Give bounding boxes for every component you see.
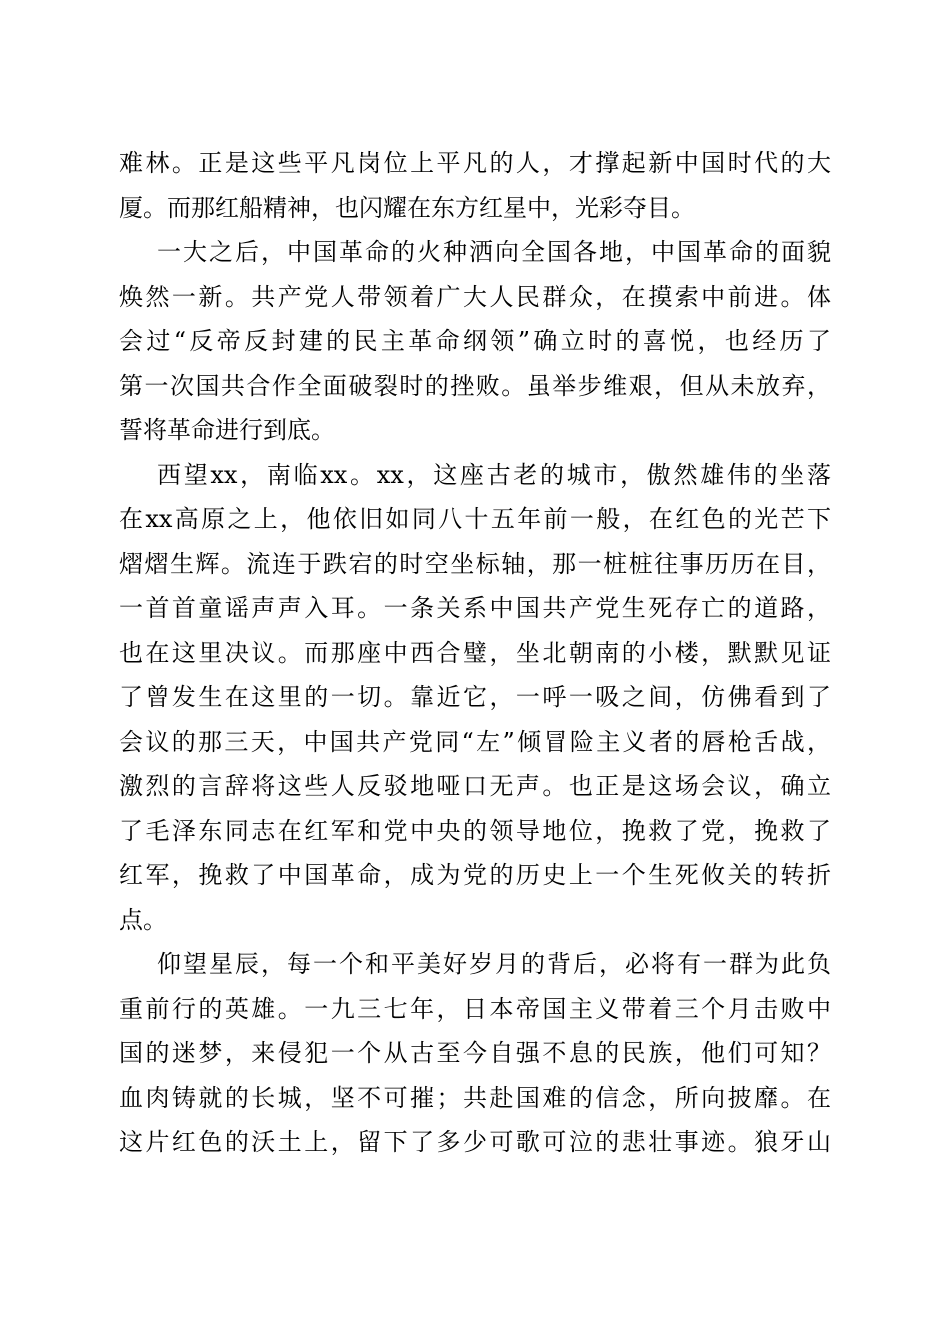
text-line: 了毛泽东同志在红军和党中央的领导地位，挽救了党，挽救了 — [119, 816, 831, 845]
text-line: 焕然一新。共产党人带领着广大人民群众，在摸索中前进。体 — [119, 282, 831, 311]
text-line: 这片红色的沃土上，留下了多少可歌可泣的悲壮事迹。狼牙山 — [119, 1128, 831, 1156]
text-line: 重前行的英雄。一九三七年，日本帝国主义带着三个月击败中 — [119, 994, 831, 1023]
paragraph-start-line: 西望xx，南临xx。xx，这座古老的城市，傲然雄伟的坐落 — [157, 460, 831, 489]
text-line: 国的迷梦，来侵犯一个从古至今自强不息的民族，他们可知？ — [119, 1039, 831, 1067]
text-line: 熠熠生辉。流连于跌宕的时空坐标轴，那一桩桩往事历历在目， — [119, 549, 831, 578]
text-line: 在xx高原之上，他依旧如同八十五年前一般，在红色的光芒下 — [119, 505, 831, 533]
text-line: 会议的那三天，中国共产党同“左”倾冒险主义者的唇枪舌战， — [119, 727, 831, 756]
text-line: 誓将革命进行到底。 — [119, 416, 335, 444]
text-line: 第一次国共合作全面破裂时的挫败。虽举步维艰，但从未放弃， — [119, 371, 831, 400]
text-line: 会过“反帝反封建的民主革命纲领”确立时的喜悦，也经历了 — [119, 327, 831, 355]
body-text — [119, 141, 831, 1165]
text-line: 厦。而那红船精神，也闪耀在东方红星中，光彩夺目。 — [119, 193, 695, 222]
text-line: 一首首童谣声声入耳。一条关系中国共产党生死存亡的道路， — [119, 594, 831, 622]
text-line: 红军，挽救了中国革命，成为党的历史上一个生死攸关的转折 — [119, 861, 831, 889]
text-line: 了曾发生在这里的一切。靠近它，一呼一吸之间，仿佛看到了 — [119, 683, 831, 711]
text-line: 也在这里决议。而那座中西合璧，坐北朝南的小楼，默默见证 — [119, 638, 831, 667]
text-line: 难林。正是这些平凡岗位上平凡的人，才撑起新中国时代的大 — [119, 149, 831, 177]
paragraph-start-line: 一大之后，中国革命的火种洒向全国各地，中国革命的面貌 — [157, 238, 831, 266]
text-line: 点。 — [119, 905, 167, 934]
text-line: 血肉铸就的长城，坚不可摧；共赴国难的信念，所向披靡。在 — [119, 1083, 831, 1112]
paragraph-start-line: 仰望星辰，每一个和平美好岁月的背后，必将有一群为此负 — [157, 950, 831, 978]
text-line: 激烈的言辞将这些人反驳地哑口无声。也正是这场会议，确立 — [119, 772, 831, 800]
